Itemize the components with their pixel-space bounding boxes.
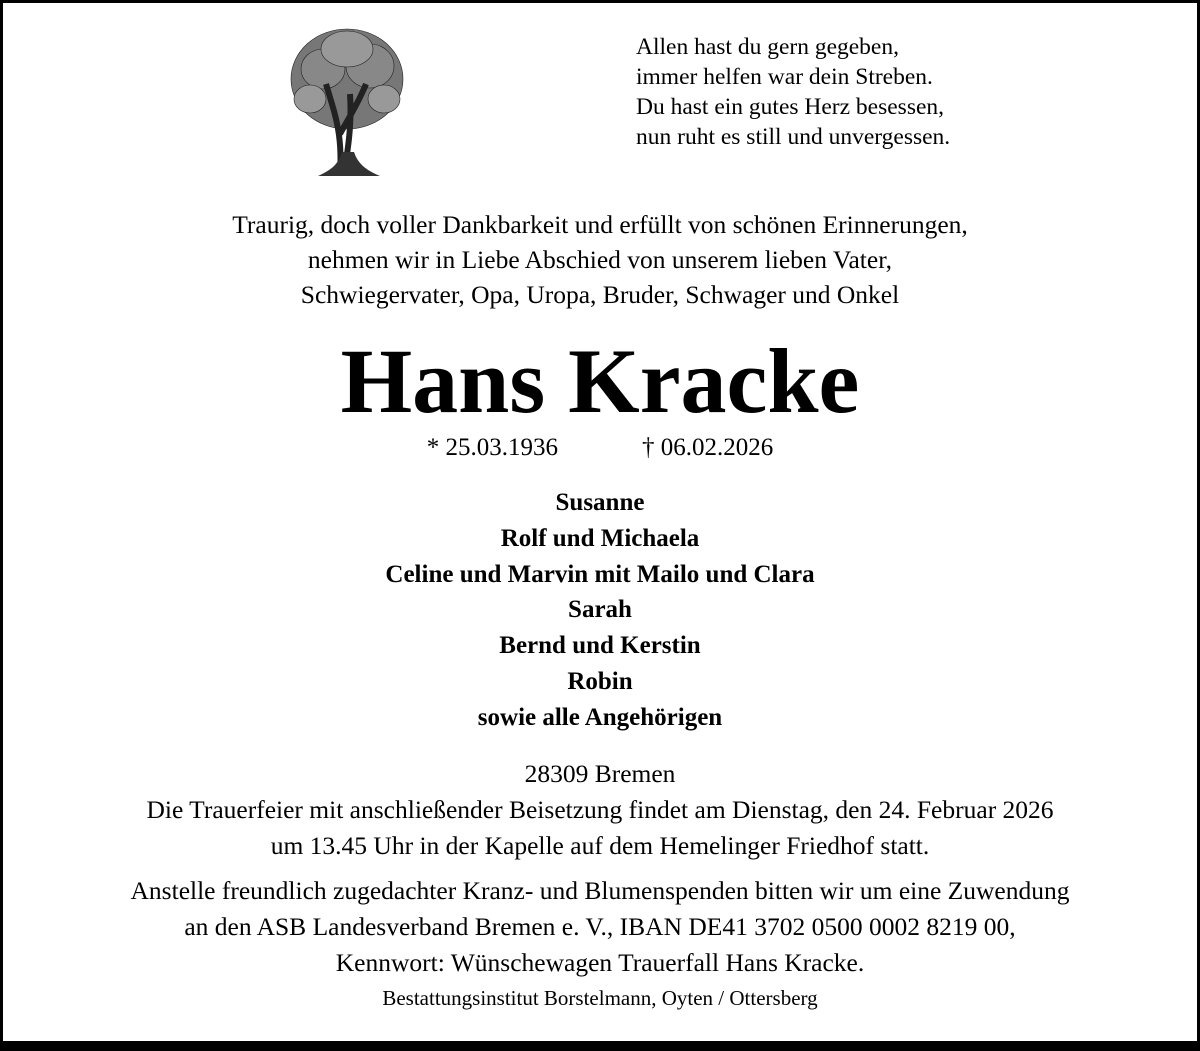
mourners-list: [0, 485, 1200, 736]
life-dates: [0, 431, 1200, 465]
deceased-name: Hans Kracke: [340, 330, 860, 432]
birth-date: * 25.03.1936: [426, 434, 558, 461]
mourner: Bernd und Kerstin: [499, 632, 701, 660]
ceremony-info: [0, 756, 1200, 864]
intro-text: [0, 207, 1200, 312]
mourner: Sarah: [568, 596, 632, 624]
mourner: Susanne: [555, 489, 645, 516]
undertaker: Bestattungsinstitut Borstelmann, Oyten / Ottersberg: [382, 986, 818, 1010]
poem: [636, 32, 950, 152]
tree-illustration: [288, 24, 406, 180]
mourner: sowie alle Angehörigen: [477, 703, 723, 731]
mourner: Robin: [567, 667, 633, 695]
intro-line: Traurig, doch voller Dankbarkeit und erfüllt von schönen Erinnerungen,: [232, 210, 968, 239]
donation-line: Kennwort: Wünschewagen Trauerfall Hans Kracke.: [335, 948, 865, 977]
poem-line: nun ruht es still und unvergessen.: [636, 124, 951, 150]
poem-line: Du hast ein gutes Herz besessen,: [636, 94, 945, 120]
poem-line: Allen hast du gern gegeben,: [636, 34, 899, 60]
mourner: Rolf und Michaela: [500, 524, 700, 552]
ceremony-line: um 13.45 Uhr in der Kapelle auf dem Hemelinger Friedhof statt.: [270, 831, 930, 860]
donation-line: Anstelle freundlich zugedachter Kranz- und Blumenspenden bitten wir um eine Zuwendung: [130, 876, 1070, 905]
intro-line: nehmen wir in Liebe Abschied von unserem lieben Vater,: [307, 245, 893, 274]
death-date: † 06.02.2026: [642, 434, 774, 461]
donation-line: an den ASB Landesverband Bremen e. V., IBAN DE41 3702 0500 0002 8219 00,: [184, 912, 1016, 941]
donation-info: [0, 873, 1200, 981]
mourner: Celine und Marvin mit Mailo und Clara: [385, 560, 815, 588]
ceremony-line: Die Trauerfeier mit anschließender Beisetzung findet am Dienstag, den 24. Februar 2026: [146, 795, 1054, 824]
intro-line: Schwiegervater, Opa, Uropa, Bruder, Schwager und Onkel: [300, 280, 900, 309]
location: 28309 Bremen: [524, 759, 676, 788]
poem-line: immer helfen war dein Streben.: [636, 64, 933, 90]
